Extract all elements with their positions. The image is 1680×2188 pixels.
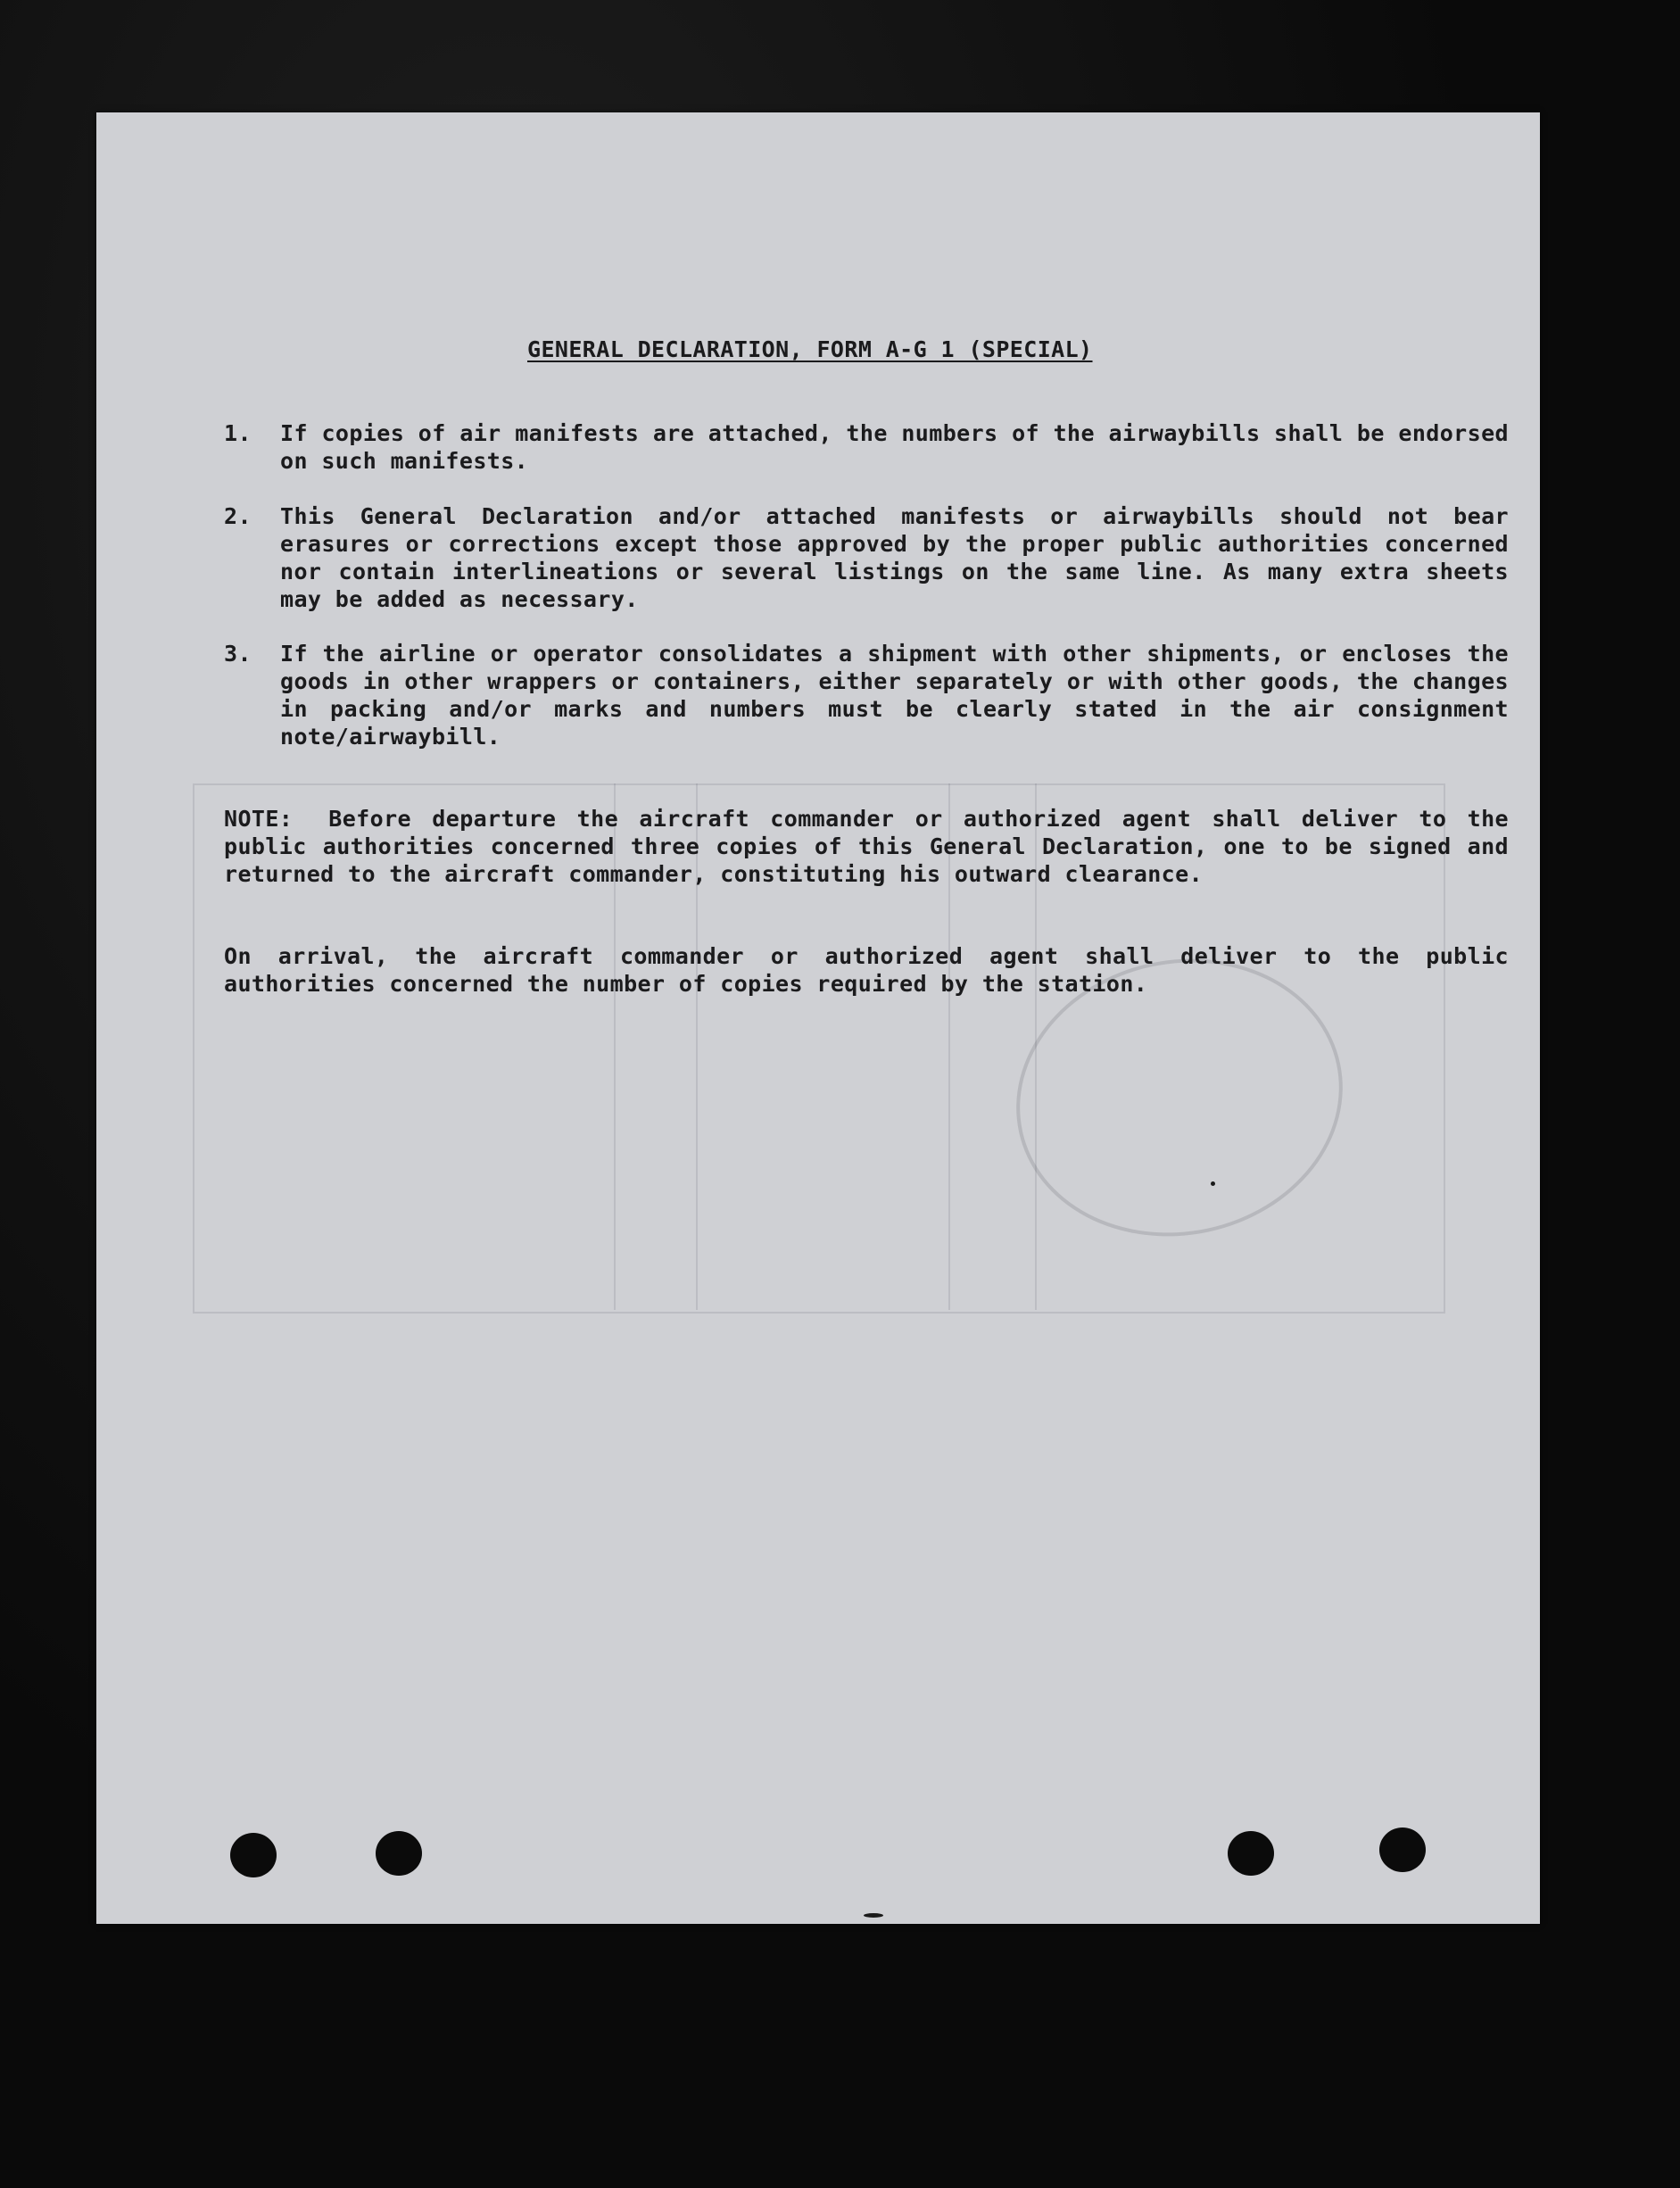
item-number: 3. bbox=[224, 641, 252, 667]
scan-speck bbox=[864, 1913, 883, 1918]
item-text: If copies of air manifests are attached, the numbers of the airwaybills shall be endorsed on such manifests. bbox=[280, 420, 1509, 474]
page-title: GENERAL DECLARATION, FORM A-G 1 (SPECIAL) bbox=[527, 336, 1093, 362]
note-label: NOTE: bbox=[224, 806, 294, 832]
list-item bbox=[224, 419, 1509, 475]
note-text: Before departure the aircraft commander or authorized agent shall deliver to the public authorities concerned three copies of this General Declaration, one to be signed and returned to the aircraft commander, constituting his outward clearance. bbox=[224, 806, 1509, 887]
punch-hole bbox=[230, 1833, 277, 1877]
punch-hole bbox=[1379, 1827, 1426, 1872]
punch-hole bbox=[1228, 1831, 1274, 1876]
scan-speck bbox=[1211, 1181, 1215, 1186]
item-number: 1. bbox=[224, 420, 252, 446]
document-page bbox=[96, 112, 1540, 1924]
item-number: 2. bbox=[224, 503, 252, 529]
note-paragraph bbox=[224, 805, 1509, 888]
arrival-paragraph: On arrival, the aircraft commander or authorized agent shall deliver to the public authorities concerned the number of copies required by the station. bbox=[224, 943, 1509, 997]
item-text: This General Declaration and/or attached manifests or airwaybills should not bear erasures or corrections except those approved by the proper public authorities concerned nor contain interlineations or several listings on the same line. As many extra sheets may be added as necessary. bbox=[280, 503, 1509, 612]
list-item bbox=[224, 502, 1509, 613]
item-text: If the airline or operator consolidates a shipment with other shipments, or encloses the goods in other wrappers or containers, either separately or with other goods, the changes in packing and/or marks and numbers must be clearly stated in the air consignment note/airwaybill. bbox=[280, 641, 1509, 750]
list-item bbox=[224, 640, 1509, 750]
punch-hole bbox=[376, 1831, 422, 1876]
